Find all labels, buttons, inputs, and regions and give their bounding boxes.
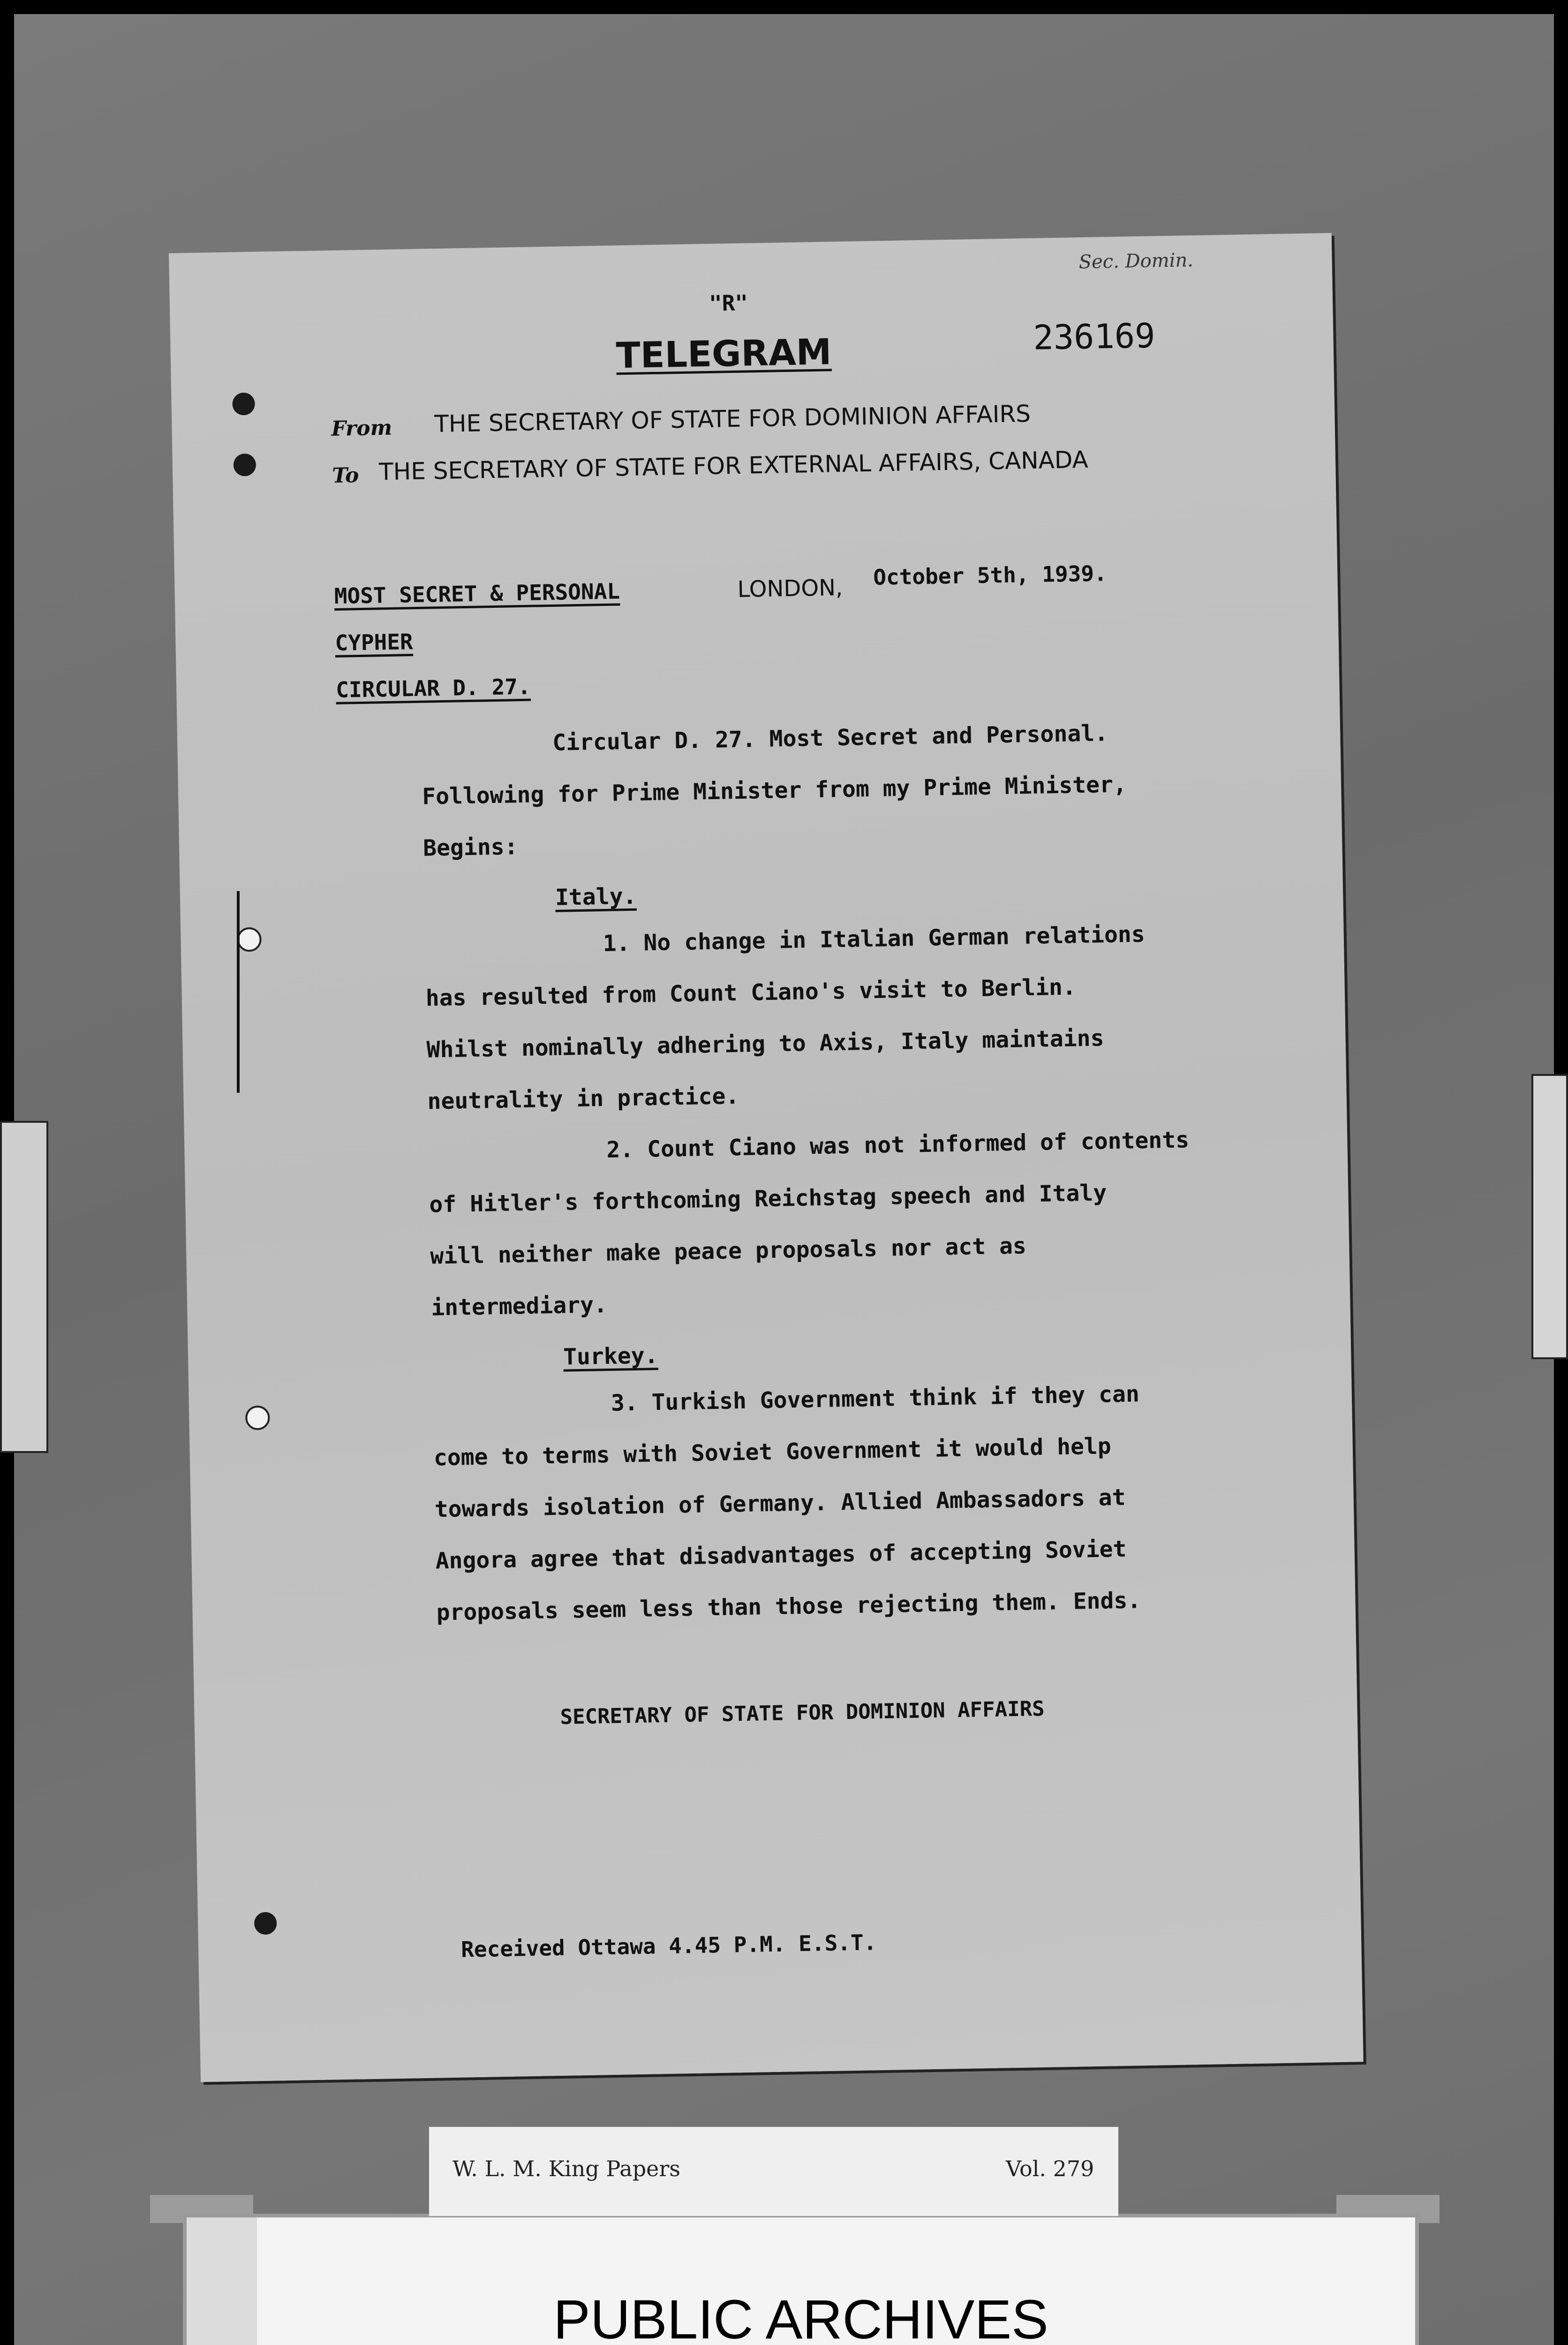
to-label: To — [332, 463, 359, 488]
header-mark: "R" — [709, 290, 748, 316]
margin-mark — [237, 891, 240, 1093]
body-line: of Hitler's forthcoming Reichstag speech and Italy — [429, 1180, 1107, 1218]
telegram-sheet — [169, 233, 1364, 2082]
right-paper-tab — [1531, 1074, 1568, 1359]
body-line: come to terms with Soviet Government it would help — [433, 1433, 1112, 1471]
from-value: THE SECRETARY OF STATE FOR DOMINION AFFAIRS — [434, 400, 1031, 438]
body-line: towards isolation of Germany. Allied Ambassadors at — [434, 1484, 1126, 1523]
body-line: proposals seem less than those rejecting them. Ends. — [436, 1587, 1141, 1626]
place: LONDON, — [737, 575, 843, 603]
body-line: 2. Count Ciano was not informed of contents — [606, 1127, 1190, 1163]
body-line: Angora agree that disadvantages of accepting Soviet — [435, 1536, 1127, 1574]
circular-ref: CIRCULAR D. 27. — [335, 673, 531, 703]
classification: MOST SECRET & PERSONAL — [334, 578, 620, 609]
punch-hole — [237, 927, 262, 952]
file-number: 236169 — [1033, 316, 1156, 357]
body-line: Whilst nominally adhering to Axis, Italy maintains — [426, 1025, 1104, 1063]
punch-hole — [233, 454, 256, 477]
signature: SECRETARY OF STATE FOR DOMINION AFFAIRS — [560, 1696, 1045, 1729]
left-paper-tab — [0, 1121, 48, 1453]
collection-volume: Vol. 279 — [1006, 2156, 1094, 2181]
body-line: 1. No change in Italian German relations — [603, 921, 1146, 957]
received-stamp: Received Ottawa 4.45 P.M. E.S.T. — [460, 1929, 877, 1962]
archive-card-line-1: PUBLIC ARCHIVES — [553, 2289, 1048, 2345]
telegram-title: TELEGRAM — [616, 331, 832, 377]
archive-card — [183, 2214, 1419, 2345]
date: October 5th, 1939. — [873, 560, 1108, 590]
method: CYPHER — [335, 629, 414, 656]
to-value: THE SECRETARY OF STATE FOR EXTERNAL AFFAIRS, CANADA — [378, 446, 1089, 486]
from-label: From — [331, 416, 392, 441]
corner-annotation: Sec. Domin. — [1078, 249, 1194, 273]
body-line: 3. Turkish Government think if they can — [611, 1381, 1140, 1416]
punch-hole — [254, 1912, 277, 1935]
section-heading-turkey: Turkey. — [563, 1342, 658, 1370]
collection-papers: W. L. M. King Papers — [452, 2156, 680, 2181]
punch-hole — [232, 393, 255, 416]
collection-label — [429, 2127, 1118, 2216]
body-line: has resulted from Count Ciano's visit to Berlin. — [425, 974, 1077, 1012]
section-heading-italy: Italy. — [555, 883, 637, 911]
punch-hole — [245, 1406, 270, 1430]
body-line: intermediary. — [430, 1292, 608, 1321]
body-line: will neither make peace proposals nor act as — [430, 1233, 1027, 1270]
body-line: Circular D. 27. Most Secret and Personal. — [552, 720, 1108, 756]
body-line: Following for Prime Minister from my Prime Minister, — [422, 771, 1127, 810]
body-line: Begins: — [422, 833, 518, 862]
body-line: neutrality in practice. — [427, 1083, 739, 1115]
